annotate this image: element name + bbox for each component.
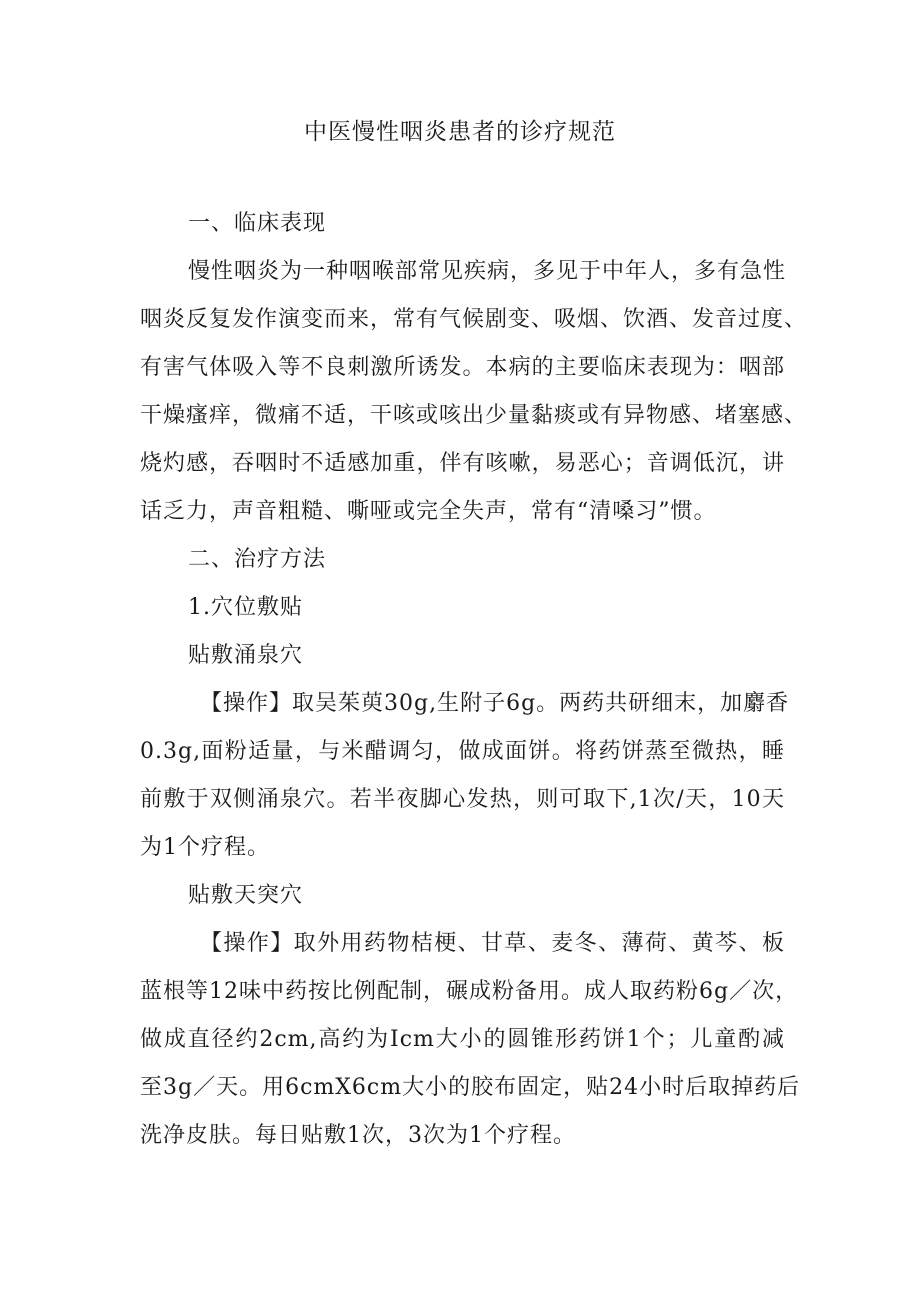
- paragraph-line: 至3g／天。用6cmX6cm大小的胶布固定，贴24小时后取掉药后: [140, 1075, 801, 1100]
- paragraph-line: 咽炎反复发作演变而来，常有气候剧变、吸烟、饮酒、发音过度、: [140, 307, 808, 332]
- paragraph-line: 洗净皮肤。每日贴敷1次，3次为1个疗程。: [140, 1123, 576, 1148]
- paragraph-line: 烧灼感，吞咽时不适感加重，伴有咳嗽，易恶心；音调低沉，讲: [140, 451, 785, 476]
- paragraph-line: 慢性咽炎为一种咽喉部常见疾病，多见于中年人，多有急性: [188, 259, 787, 284]
- paragraph-line: 0.3g,面粉适量，与米醋调匀，做成面饼。将药饼蒸至微热，睡: [140, 739, 785, 764]
- paragraph-line: 为1个疗程。: [140, 835, 270, 860]
- section-heading-treatment: 二、治疗方法: [188, 547, 327, 572]
- paragraph-line: 【操作】取外用药物桔梗、甘草、麦冬、薄荷、黄芩、板: [200, 931, 785, 956]
- subsection-heading: 1.穴位敷贴: [188, 595, 303, 620]
- paragraph-line: 干燥瘙痒，微痛不适，干咳或咳出少量黏痰或有异物感、堵塞感、: [140, 403, 808, 428]
- section-heading-clinical: 一、临床表现: [188, 211, 327, 236]
- paragraph-line: 前敷于双侧涌泉穴。若半夜脚心发热，则可取下,1次/天，10天: [140, 787, 785, 812]
- paragraph-line: 蓝根等12味中药按比例配制，碾成粉备用。成人取药粉6g／次，: [140, 979, 799, 1004]
- paragraph-line: 话乏力，声音粗糙、嘶哑或完全失声，常有“清嗓习”惯。: [140, 499, 717, 524]
- item-heading-yongquan: 贴敷涌泉穴: [188, 643, 304, 668]
- paragraph-line: 有害气体吸入等不良刺激所诱发。本病的主要临床表现为：咽部: [140, 355, 785, 380]
- paragraph-line: 【操作】取吴茱萸30g,生附子6g。两药共研细末，加麝香: [200, 691, 790, 716]
- document-title: 中医慢性咽炎患者的诊疗规范: [304, 119, 616, 145]
- paragraph-line: 做成直径约2cm,高约为Icm大小的圆锥形药饼1个；儿童酌减: [140, 1027, 785, 1052]
- item-heading-tiantu: 贴敷天突穴: [188, 883, 304, 908]
